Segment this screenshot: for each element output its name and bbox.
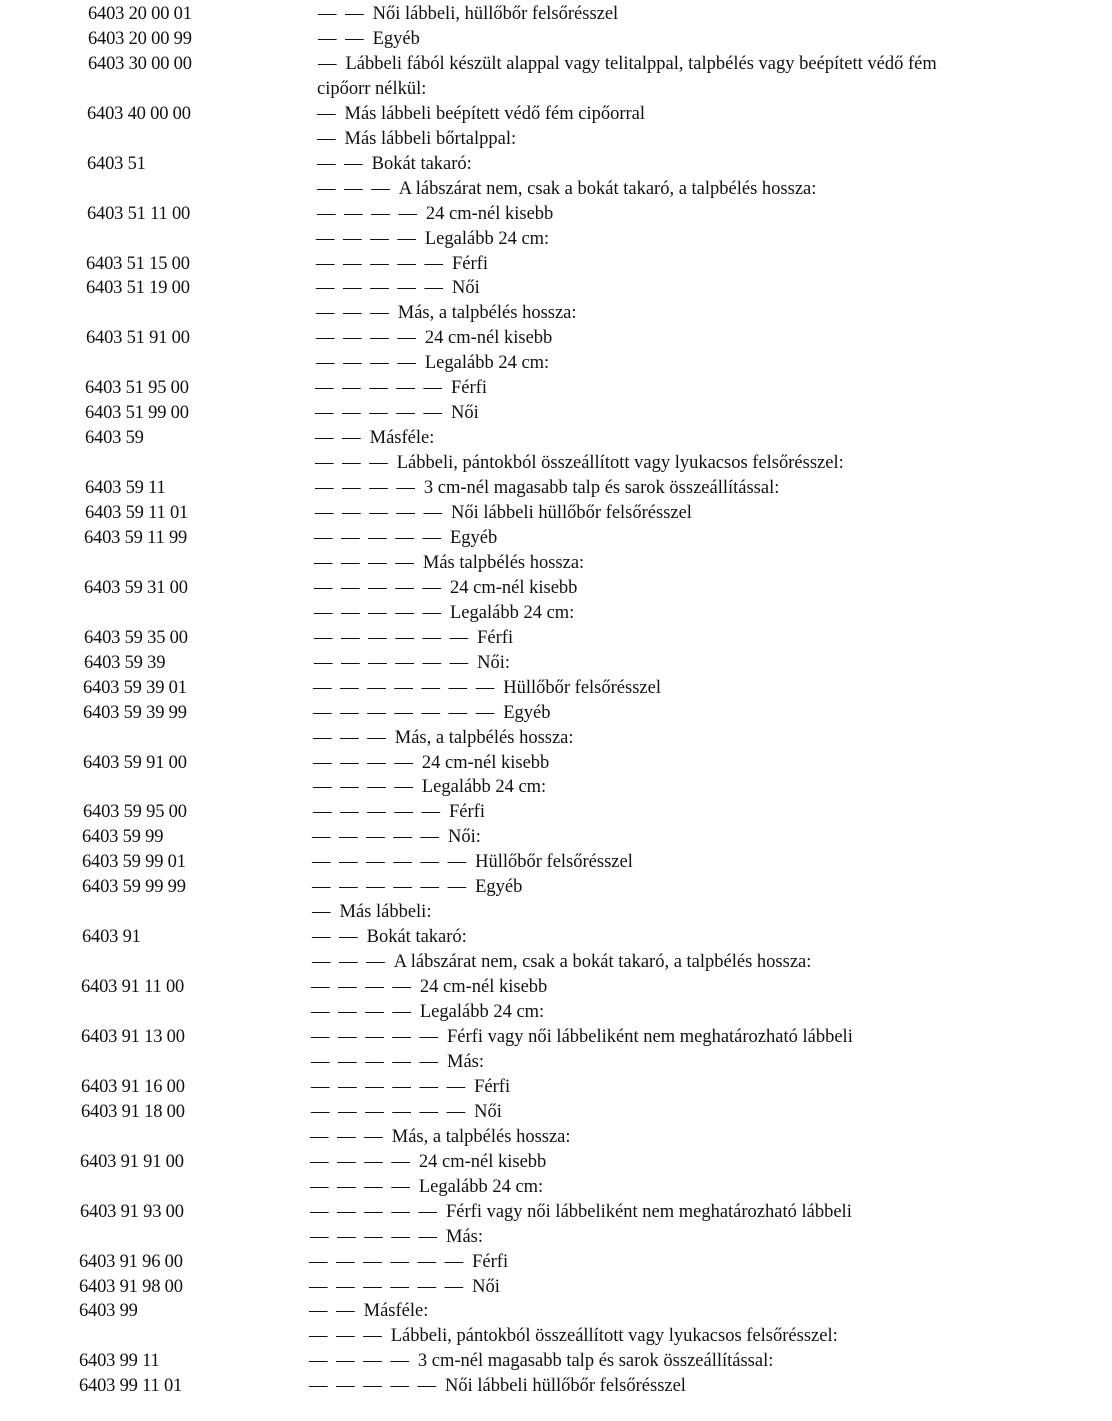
tariff-description: Hüllőbőr felsőrésszel: [503, 677, 661, 698]
tariff-code: 6403 59 39 01: [83, 677, 187, 698]
tariff-description: 3 cm-nél magasabb talp és sarok összeállítással:: [417, 1351, 774, 1372]
tariff-code: 6403 59 99 99: [82, 877, 186, 898]
tariff-row: [0, 827, 1112, 852]
tariff-description-line: [313, 753, 549, 774]
indent-dashes: — — — — —: [314, 602, 443, 623]
tariff-description: Férfi: [474, 1076, 511, 1097]
tariff-row: [0, 1252, 1112, 1277]
tariff-code: 6403 99 11: [79, 1351, 160, 1372]
indent-dashes: — — — —: [316, 328, 418, 349]
tariff-description: Más, a talpbélés hossza:: [394, 727, 574, 748]
tariff-description: Legalább 24 cm:: [450, 602, 575, 623]
tariff-description: Más, a talpbélés hossza:: [391, 1126, 571, 1147]
tariff-description-line: [318, 54, 937, 75]
indent-dashes: —: [317, 103, 338, 124]
tariff-description: Más lábbeli beépített védő fém cipőorral: [344, 103, 646, 124]
tariff-description: Női lábbeli hüllőbőr felsőrésszel: [451, 503, 692, 523]
tariff-row: [0, 578, 1112, 603]
tariff-code: 6403 91: [82, 927, 141, 948]
indent-dashes: — — — — —: [312, 827, 441, 848]
tariff-code: 6403 20 00 99: [88, 28, 192, 49]
tariff-description-line: [317, 204, 553, 225]
tariff-description-line: [310, 1202, 852, 1223]
tariff-row: [0, 728, 1112, 753]
tariff-code: 6403 59 91 00: [83, 752, 187, 773]
tariff-description: 24 cm-nél kisebb: [421, 752, 550, 773]
indent-dashes: — — — —: [311, 1002, 413, 1022]
indent-dashes: — — —: [316, 303, 391, 324]
indent-dashes: — — — —: [309, 1351, 411, 1372]
tariff-description-line: [314, 528, 497, 549]
indent-dashes: — — — —: [317, 203, 419, 224]
tariff-description: Egyéb: [372, 28, 420, 49]
tariff-code: 6403 51 95 00: [85, 378, 189, 399]
tariff-code: 6403 91 16 00: [81, 1076, 185, 1097]
tariff-description-line: [312, 852, 633, 873]
indent-dashes: — —: [318, 28, 366, 49]
tariff-description-line: [314, 603, 574, 624]
tariff-description-line: [316, 229, 549, 250]
indent-dashes: — —: [317, 153, 365, 174]
tariff-code: 6403 51 11 00: [87, 203, 191, 224]
tariff-row: [0, 503, 1112, 528]
tariff-code: 6403 30 00 00: [88, 53, 192, 74]
indent-dashes: — — — — —: [309, 1376, 438, 1397]
tariff-row: [0, 478, 1112, 503]
tariff-description: 24 cm-nél kisebb: [425, 203, 554, 224]
tariff-description: Női: [472, 1276, 500, 1297]
tariff-description-line: [314, 553, 584, 574]
tariff-row: [0, 1202, 1112, 1227]
indent-dashes: — — — — — —: [309, 1276, 466, 1297]
tariff-description: Legalább 24 cm:: [418, 1176, 544, 1197]
indent-dashes: — — —: [312, 952, 387, 973]
tariff-row: [0, 254, 1112, 279]
tariff-code: 6403 91 98 00: [79, 1276, 183, 1297]
tariff-description: Más lábbeli:: [339, 902, 432, 923]
tariff-description-line: [315, 428, 434, 449]
indent-dashes: — — — —: [313, 777, 415, 798]
indent-dashes: — — —: [317, 178, 392, 199]
tariff-description-line: [315, 478, 779, 499]
tariff-row: [0, 1152, 1112, 1177]
tariff-code: 6403 59 11 01: [85, 503, 189, 523]
tariff-description: Férfi: [472, 1251, 509, 1272]
tariff-row: [0, 553, 1112, 578]
tariff-description: Férfi: [452, 253, 488, 274]
tariff-row: [0, 1052, 1112, 1077]
tariff-row: [0, 852, 1112, 877]
tariff-description-line: [316, 278, 480, 299]
indent-dashes: — — —: [309, 1326, 384, 1347]
tariff-description-line: [309, 1301, 428, 1322]
tariff-row: [0, 29, 1112, 54]
tariff-description-line: [313, 802, 485, 823]
tariff-row: [0, 303, 1112, 328]
tariff-description-line: [312, 927, 467, 948]
tariff-row: [0, 204, 1112, 229]
tariff-row: [0, 678, 1112, 703]
tariff-description-line: [312, 952, 811, 973]
indent-dashes: —: [318, 53, 339, 74]
tariff-description: Hüllőbőr felsőrésszel: [475, 852, 633, 873]
tariff-description: Bokát takaró:: [371, 153, 472, 174]
tariff-description: A lábszárat nem, csak a bokát takaró, a talpbélés hossza:: [398, 178, 817, 199]
tariff-description: Legalább 24 cm:: [424, 353, 550, 374]
tariff-code: 6403 59 99 01: [82, 852, 186, 873]
tariff-row: [0, 154, 1112, 179]
tariff-description-line: [315, 503, 692, 524]
tariff-description: Más:: [446, 1226, 483, 1247]
tariff-code: 6403 20 00 01: [88, 4, 192, 24]
tariff-row: [0, 628, 1112, 653]
tariff-code: 6403 59 11: [85, 478, 166, 499]
indent-dashes: — — — — — — —: [313, 677, 497, 698]
tariff-description-line: [311, 977, 547, 998]
indent-dashes: — — — —: [310, 1151, 412, 1172]
tariff-code: 6403 91 91 00: [80, 1151, 184, 1172]
tariff-row: [0, 952, 1112, 977]
tariff-description-line: [311, 1077, 510, 1098]
tariff-code: 6403 99: [79, 1301, 138, 1322]
tariff-description: Női:: [448, 827, 481, 848]
tariff-description-line: [311, 1002, 544, 1023]
tariff-description-line: [318, 4, 618, 25]
tariff-row: [0, 528, 1112, 553]
tariff-code: 6403 91 96 00: [79, 1251, 183, 1272]
tariff-code: 6403 99 11 01: [79, 1376, 183, 1397]
indent-dashes: — — — — —: [316, 278, 445, 299]
tariff-row: [0, 1351, 1112, 1376]
tariff-row: [0, 104, 1112, 129]
indent-dashes: — — — — —: [311, 1051, 440, 1072]
tariff-description: Férfi: [477, 627, 514, 648]
tariff-code: 6403 51 91 00: [86, 328, 190, 349]
tariff-description: Legalább 24 cm:: [421, 777, 547, 798]
tariff-code: 6403 40 00 00: [87, 103, 191, 124]
tariff-description-line: [317, 179, 816, 200]
tariff-description: Legalább 24 cm:: [424, 228, 550, 249]
indent-dashes: — — — — — —: [314, 652, 471, 673]
tariff-description: 24 cm-nél kisebb: [450, 577, 578, 598]
indent-dashes: — — —: [313, 727, 388, 748]
tariff-row: [0, 1376, 1112, 1401]
indent-dashes: — — — — —: [315, 378, 444, 399]
tariff-description-line: [309, 1326, 838, 1347]
tariff-row: [0, 328, 1112, 353]
tariff-code: 6403 59 99: [82, 827, 164, 848]
tariff-row: [0, 1277, 1112, 1302]
indent-dashes: — — — — —: [313, 802, 442, 823]
tariff-description-line: [311, 1102, 502, 1123]
tariff-description-line: [315, 378, 487, 399]
tariff-description-line: [309, 1351, 773, 1372]
tariff-description-line: [309, 1252, 508, 1273]
indent-dashes: — — — — — —: [309, 1251, 466, 1272]
tariff-row: [0, 703, 1112, 728]
tariff-code: 6403 59 39 99: [83, 702, 187, 723]
tariff-description: Női: [474, 1101, 502, 1122]
tariff-description-line: [309, 1277, 500, 1298]
tariff-row: [0, 278, 1112, 303]
tariff-description: Férfi: [449, 802, 485, 823]
tariff-description: Női: [452, 278, 480, 299]
tariff-description: Más talpbélés hossza:: [422, 552, 585, 573]
tariff-description: Másféle:: [363, 1301, 429, 1322]
indent-dashes: — —: [315, 428, 363, 449]
indent-dashes: — — — — — — —: [313, 702, 497, 723]
indent-dashes: — — — —: [313, 752, 415, 773]
tariff-description-line: [313, 777, 546, 798]
indent-dashes: — — — —: [316, 353, 418, 374]
tariff-code: 6403 59: [85, 428, 144, 449]
tariff-row: [0, 378, 1112, 403]
tariff-code: 6403 51: [87, 153, 146, 174]
tariff-description: Férfi: [451, 378, 487, 399]
indent-dashes: — — — — —: [316, 253, 445, 274]
tariff-description: Férfi vagy női lábbeliként nem meghatározható lábbeli: [446, 1201, 852, 1222]
indent-dashes: — — —: [310, 1126, 385, 1147]
tariff-row: [0, 1102, 1112, 1127]
tariff-description: Más:: [447, 1051, 484, 1072]
indent-dashes: — — — —: [315, 478, 417, 499]
tariff-description: Lábbeli fából készült alappal vagy telitalppal, talpbélés vagy beépített védő fém: [345, 53, 937, 74]
tariff-row: [0, 753, 1112, 778]
tariff-code: 6403 91 13 00: [81, 1026, 185, 1047]
indent-dashes: — — — — —: [311, 1026, 440, 1047]
tariff-description-line: [316, 353, 549, 374]
tariff-description-line: [317, 129, 516, 150]
indent-dashes: — —: [309, 1301, 357, 1322]
tariff-code: 6403 51 19 00: [86, 278, 190, 299]
tariff-row: [0, 653, 1112, 678]
indent-dashes: — — — — —: [310, 1201, 439, 1222]
tariff-row: [0, 802, 1112, 827]
tariff-code: 6403 59 11 99: [84, 527, 188, 548]
tariff-description: Legalább 24 cm:: [419, 1002, 545, 1022]
tariff-code: 6403 59 31 00: [84, 577, 188, 598]
tariff-description-line: [310, 1152, 546, 1173]
tariff-description-line: [317, 104, 645, 125]
tariff-row: [0, 1027, 1112, 1052]
tariff-row: [0, 4, 1112, 29]
tariff-description-line: [316, 254, 488, 275]
tariff-description-line: [312, 877, 522, 898]
tariff-row: [0, 603, 1112, 628]
tariff-description: Női:: [477, 652, 511, 673]
tariff-code: 6403 91 11 00: [81, 977, 185, 997]
tariff-code: 6403 91 93 00: [80, 1201, 184, 1222]
tariff-description-line: [317, 154, 472, 175]
tariff-description: Bokát takaró:: [366, 927, 467, 948]
tariff-description-line: [314, 653, 510, 674]
tariff-row: [0, 54, 1112, 79]
tariff-code: 6403 51 99 00: [85, 403, 189, 424]
tariff-description-line: [314, 578, 577, 599]
tariff-description: Lábbeli, pántokból összeállított vagy lyukacsos felsőrésszel:: [396, 453, 844, 474]
indent-dashes: — — — — —: [310, 1226, 439, 1247]
tariff-row: [0, 1301, 1112, 1326]
tariff-description-line: [313, 703, 551, 724]
tariff-description: Női: [451, 403, 479, 424]
indent-dashes: — — — — — —: [311, 1101, 468, 1122]
tariff-code: 6403 59 35 00: [84, 627, 188, 648]
tariff-row: [0, 179, 1112, 204]
tariff-code: 6403 91 18 00: [81, 1101, 185, 1122]
tariff-row: [0, 902, 1112, 927]
indent-dashes: — — — — — —: [311, 1076, 468, 1097]
tariff-description-line: [313, 728, 574, 749]
tariff-description-line: [310, 1127, 571, 1148]
tariff-row: [0, 1227, 1112, 1252]
tariff-description: Lábbeli, pántokból összeállított vagy lyukacsos felsőrésszel:: [390, 1326, 838, 1347]
indent-dashes: — —: [318, 4, 366, 24]
tariff-row: [0, 353, 1112, 378]
tariff-description-line: [312, 902, 431, 923]
indent-dashes: — — — — —: [315, 503, 444, 523]
tariff-code: 6403 59 95 00: [83, 802, 187, 823]
tariff-description: Más, a talpbélés hossza:: [397, 303, 577, 324]
tariff-row: [0, 129, 1112, 154]
tariff-code: 6403 51 15 00: [86, 253, 190, 274]
tariff-row: [0, 927, 1112, 952]
tariff-description: Egyéb: [475, 877, 523, 898]
tariff-description-line: [311, 1052, 484, 1073]
tariff-description-line: [309, 1376, 686, 1397]
tariff-row: [0, 79, 1112, 104]
tariff-description: Egyéb: [450, 527, 498, 548]
tariff-row: [0, 1177, 1112, 1202]
tariff-row: [0, 1127, 1112, 1152]
tariff-description-line: [313, 678, 661, 699]
tariff-row: [0, 1002, 1112, 1027]
indent-dashes: —: [312, 902, 333, 923]
tariff-description-line: [315, 453, 844, 474]
tariff-row: [0, 977, 1112, 1002]
indent-dashes: — — — — —: [314, 577, 443, 598]
indent-dashes: — — — —: [310, 1176, 412, 1197]
indent-dashes: — —: [312, 927, 360, 948]
indent-dashes: — — — —: [316, 228, 418, 249]
tariff-row: [0, 877, 1112, 902]
tariff-row: [0, 428, 1112, 453]
tariff-description: 3 cm-nél magasabb talp és sarok összeállítással:: [423, 478, 780, 499]
tariff-description-line: [316, 328, 552, 349]
indent-dashes: —: [317, 128, 338, 149]
tariff-description: 24 cm-nél kisebb: [424, 328, 553, 349]
tariff-row: [0, 229, 1112, 254]
tariff-description: A lábszárat nem, csak a bokát takaró, a talpbélés hossza:: [393, 952, 812, 973]
tariff-description: Egyéb: [503, 702, 551, 723]
indent-dashes: — — — — — —: [314, 627, 471, 648]
tariff-description: Női lábbeli, hüllőbőr felsőrésszel: [372, 4, 619, 24]
tariff-description-line: [311, 1027, 853, 1048]
tariff-code: 6403 59 39: [84, 652, 166, 673]
indent-dashes: — — — —: [311, 977, 413, 997]
tariff-description-line: [318, 29, 420, 50]
tariff-description: Más lábbeli bőrtalppal:: [344, 128, 517, 149]
indent-dashes: — — —: [315, 453, 390, 474]
tariff-description-line: [314, 628, 513, 649]
tariff-description-line: [310, 1227, 483, 1248]
tariff-description: Másféle:: [369, 428, 435, 449]
tariff-description: cipőorr nélkül:: [317, 78, 427, 99]
indent-dashes: — — — —: [314, 552, 416, 573]
tariff-description: 24 cm-nél kisebb: [419, 977, 548, 997]
tariff-row: [0, 1077, 1112, 1102]
tariff-description-line: [315, 403, 479, 424]
indent-dashes: — — — — —: [314, 527, 443, 548]
indent-dashes: — — — — — —: [312, 877, 469, 898]
tariff-description: 24 cm-nél kisebb: [418, 1151, 547, 1172]
tariff-row: [0, 1326, 1112, 1351]
indent-dashes: — — — — —: [315, 403, 444, 424]
tariff-description-line: [316, 303, 577, 324]
tariff-description-line: [312, 827, 481, 848]
tariff-description-line: [310, 1177, 543, 1198]
indent-dashes: — — — — — —: [312, 852, 469, 873]
tariff-description: Női lábbeli hüllőbőr felsőrésszel: [445, 1376, 686, 1397]
tariff-row: [0, 777, 1112, 802]
tariff-description: Férfi vagy női lábbeliként nem meghatározható lábbeli: [447, 1026, 853, 1047]
tariff-row: [0, 403, 1112, 428]
tariff-row: [0, 453, 1112, 478]
